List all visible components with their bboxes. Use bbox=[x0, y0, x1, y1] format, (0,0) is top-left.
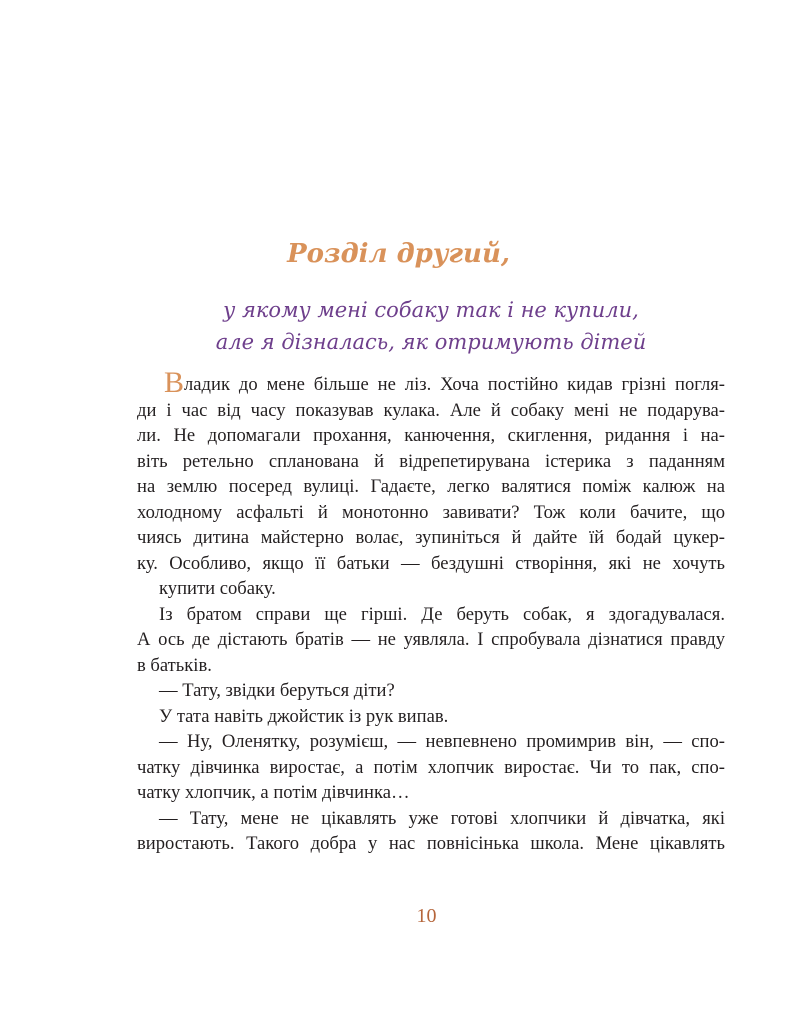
text-line: чатку хлопчик, а потім дівчинка… bbox=[137, 782, 410, 803]
text-line: в батьків. bbox=[137, 654, 212, 676]
page-number: 10 bbox=[416, 905, 437, 927]
text-line: Із братом справи ще гірші. Де беруть собак, я здогадувалася. bbox=[159, 603, 725, 625]
text-line: холодному асфальті й монотонно завивати? Тож коли бачите, що bbox=[137, 501, 725, 523]
body-text bbox=[137, 366, 725, 857]
text-line bbox=[137, 366, 725, 399]
text-line: — Ну, Оленятку, розумієш, — невпевнено промимрив він, — спо- bbox=[159, 731, 725, 752]
chapter-subtitle bbox=[0, 294, 797, 358]
text-line: — Тату, звідки беруться діти? bbox=[159, 680, 395, 701]
subtitle-line: у якому мені собаку так і не купили, bbox=[223, 298, 639, 322]
text-line: ли. Не допомагали прохання, канючення, скиглення, ридання і на- bbox=[137, 425, 725, 446]
drop-cap: В bbox=[164, 366, 185, 399]
text-line: чиясь дитина майстерно волає, зупиніться й дайте їй бодай цукер- bbox=[137, 527, 725, 548]
text-line: А ось де дістають братів — не уявляла. І спробувала дізнатися правду bbox=[137, 629, 725, 650]
text-line: віть ретельно спланована й відрепетирувана істерика з паданням bbox=[137, 450, 725, 472]
chapter-title: Розділ другий, bbox=[287, 239, 510, 269]
subtitle-line: але я дізналась, як отримують дітей bbox=[215, 330, 647, 354]
text-line: — Тату, мене не цікавлять уже готові хлопчики й дівчатка, які bbox=[159, 807, 725, 829]
text-line: виростають. Такого добра у нас повнісінька школа. Мене цікавлять bbox=[137, 833, 725, 854]
text-line-content: ладик до мене більше не ліз. Хоча постійно кидав грізні погля- bbox=[184, 374, 725, 395]
text-line: У тата навіть джойстик із рук випав. bbox=[159, 705, 449, 727]
text-line: на землю посеред вулиці. Гадаєте, легко валятися поміж калюж на bbox=[137, 476, 725, 497]
text-line: купити собаку. bbox=[159, 578, 276, 599]
text-line: ди і час від часу показував кулака. Але й собаку мені не подарува- bbox=[137, 399, 725, 421]
text-line: чатку дівчинка виростає, а потім хлопчик виростає. Чи то пак, спо- bbox=[137, 756, 725, 778]
text-line: ку. Особливо, якщо її батьки — бездушні створіння, які не хочуть bbox=[137, 552, 725, 574]
